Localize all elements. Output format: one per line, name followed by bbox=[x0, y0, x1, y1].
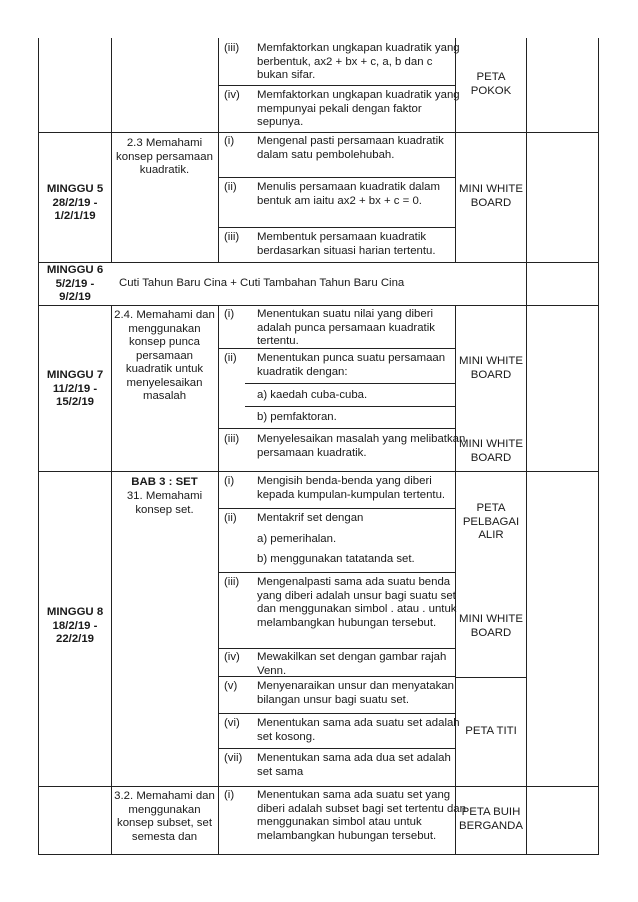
col-line-topic bbox=[218, 38, 219, 263]
item-number: (iii) bbox=[224, 576, 240, 588]
item-number: (v) bbox=[224, 680, 238, 692]
learning-area: 2.3 Memahami konsep persamaan kuadratik. bbox=[116, 137, 213, 176]
subrow-line bbox=[218, 713, 456, 714]
item-number: (i) bbox=[224, 789, 235, 801]
subrow-line bbox=[218, 85, 456, 86]
week-label: MINGGU 7 11/2/19 - 15/2/19 bbox=[46, 369, 104, 408]
col-line-topic bbox=[218, 305, 219, 855]
objective-text: Menentukan punca suatu persamaan kuadratik dengan: bbox=[257, 352, 446, 378]
objective-text: Mengenalpasti sama ada suatu benda yang diberi adalah unsur bagi suatu set dan menggunakan simbol . atau . untuk melambangkan hubungan tersebut. bbox=[257, 576, 457, 629]
objective-text: Mentakrif set dengan bbox=[257, 512, 364, 524]
objective-text: Menyenaraikan unsur dan menyatakan bilangan unsur bagi suatu set. bbox=[257, 680, 454, 706]
objective-text: Mengisih benda-benda yang diberi kepada kumpulan-kumpulan tertentu. bbox=[257, 475, 446, 501]
item-number: (i) bbox=[224, 135, 235, 147]
subrow-line bbox=[218, 177, 456, 178]
item-number: (i) bbox=[224, 308, 235, 320]
subrow-line bbox=[218, 648, 456, 649]
item-number: (ii) bbox=[224, 181, 237, 193]
item-number: (vii) bbox=[224, 752, 243, 764]
subrow-line bbox=[218, 572, 456, 573]
objective-text: Menentukan sama ada suatu set adalah set kosong. bbox=[257, 717, 460, 743]
item-number: (iii) bbox=[224, 42, 240, 54]
col-line-left bbox=[38, 38, 39, 855]
row-line bbox=[38, 786, 599, 787]
chapter-title: BAB 3 : SET bbox=[131, 476, 198, 488]
objective-text: Memfaktorkan ungkapan kuadratik yang berbentuk, ax2 + bx + c, a, b dan c bukan sifar. bbox=[257, 42, 460, 81]
objective-text: Menentukan sama ada suatu set yang diberi adalah subset bagi set tertentu dan menggunakan simbol atau untuk melambangkan hubungan tersebut. bbox=[257, 789, 466, 842]
objective-text: Menentukan suatu nilai yang diberi adalah punca persamaan kuadratik tertentu. bbox=[257, 308, 435, 347]
row-line bbox=[38, 262, 599, 263]
objective-text: Menentukan sama ada dua set adalah set sama bbox=[257, 752, 451, 778]
objective-text: Mengenal pasti persamaan kuadratik dalam satu pembolehubah. bbox=[257, 135, 444, 161]
week-label: MINGGU 6 5/2/19 - 9/2/19 bbox=[46, 264, 104, 303]
bbm-label: PETA TITI bbox=[465, 725, 517, 737]
objective-text: Menyelesaikan masalah yang melibatkan persamaan kuadratik. bbox=[257, 433, 466, 459]
bbm-label: PETA BUIH BERGANDA bbox=[459, 806, 523, 832]
row-line bbox=[38, 305, 599, 306]
holiday-note: Cuti Tahun Baru Cina + Cuti Tambahan Tahun Baru Cina bbox=[119, 277, 405, 289]
objective-subitem: b) menggunakan tatatanda set. bbox=[257, 553, 415, 565]
subrow-line bbox=[218, 227, 456, 228]
item-number: (iv) bbox=[224, 651, 240, 663]
bbm-label: MINI WHITE BOARD bbox=[459, 355, 523, 381]
learning-area: 3.2. Memahami dan menggunakan konsep subset, set semesta dan bbox=[114, 790, 215, 843]
row-line bbox=[38, 132, 599, 133]
item-number: (iv) bbox=[224, 89, 240, 101]
item-number: (i) bbox=[224, 475, 235, 487]
objective-subitem: a) pemerihalan. bbox=[257, 533, 337, 545]
bbm-label: MINI WHITE BOARD bbox=[459, 613, 523, 639]
bbm-label: MINI WHITE BOARD bbox=[459, 183, 523, 209]
objective-text: Membentuk persamaan kuadratik berdasarkan situasi harian tertentu. bbox=[257, 231, 436, 257]
item-number: (iii) bbox=[224, 231, 240, 243]
objective-text: Memfaktorkan ungkapan kuadratik yang mempunyai pekali dengan faktor sepunya. bbox=[257, 89, 460, 128]
item-number: (ii) bbox=[224, 352, 237, 364]
week-label: MINGGU 5 28/2/19 - 1/2/1/19 bbox=[46, 183, 104, 222]
row-line bbox=[38, 854, 599, 855]
subrow-line bbox=[218, 748, 456, 749]
learning-area: 31. Memahami konsep set. bbox=[126, 490, 203, 516]
learning-area: 2.4. Memahami dan menggunakan konsep punca persamaan kuadratik untuk menyelesaikan masalah bbox=[114, 309, 215, 402]
objective-subitem: a) kaedah cuba-cuba. bbox=[257, 389, 368, 401]
item-number: (iii) bbox=[224, 433, 240, 445]
subrow-line bbox=[218, 428, 456, 429]
row-line bbox=[38, 471, 599, 472]
bbm-label: PETA POKOK bbox=[470, 71, 512, 97]
bbm-label: MINI WHITE BOARD bbox=[459, 438, 523, 464]
subrow-line bbox=[245, 383, 456, 384]
item-number: (ii) bbox=[224, 512, 237, 524]
objective-text: Mewakilkan set dengan gambar rajah Venn. bbox=[257, 651, 447, 677]
subrow-line bbox=[218, 508, 456, 509]
subrow-line bbox=[245, 406, 456, 407]
objective-subitem: b) pemfaktoran. bbox=[257, 411, 337, 423]
item-number: (vi) bbox=[224, 717, 240, 729]
bbm-line bbox=[455, 677, 527, 678]
objective-text: Menulis persamaan kuadratik dalam bentuk am iaitu ax2 + bx + c = 0. bbox=[257, 181, 440, 207]
col-line-right bbox=[598, 38, 599, 855]
bbm-label: PETA PELBAGAI ALIR bbox=[462, 502, 520, 541]
week-label: MINGGU 8 18/2/19 - 22/2/19 bbox=[46, 606, 104, 645]
